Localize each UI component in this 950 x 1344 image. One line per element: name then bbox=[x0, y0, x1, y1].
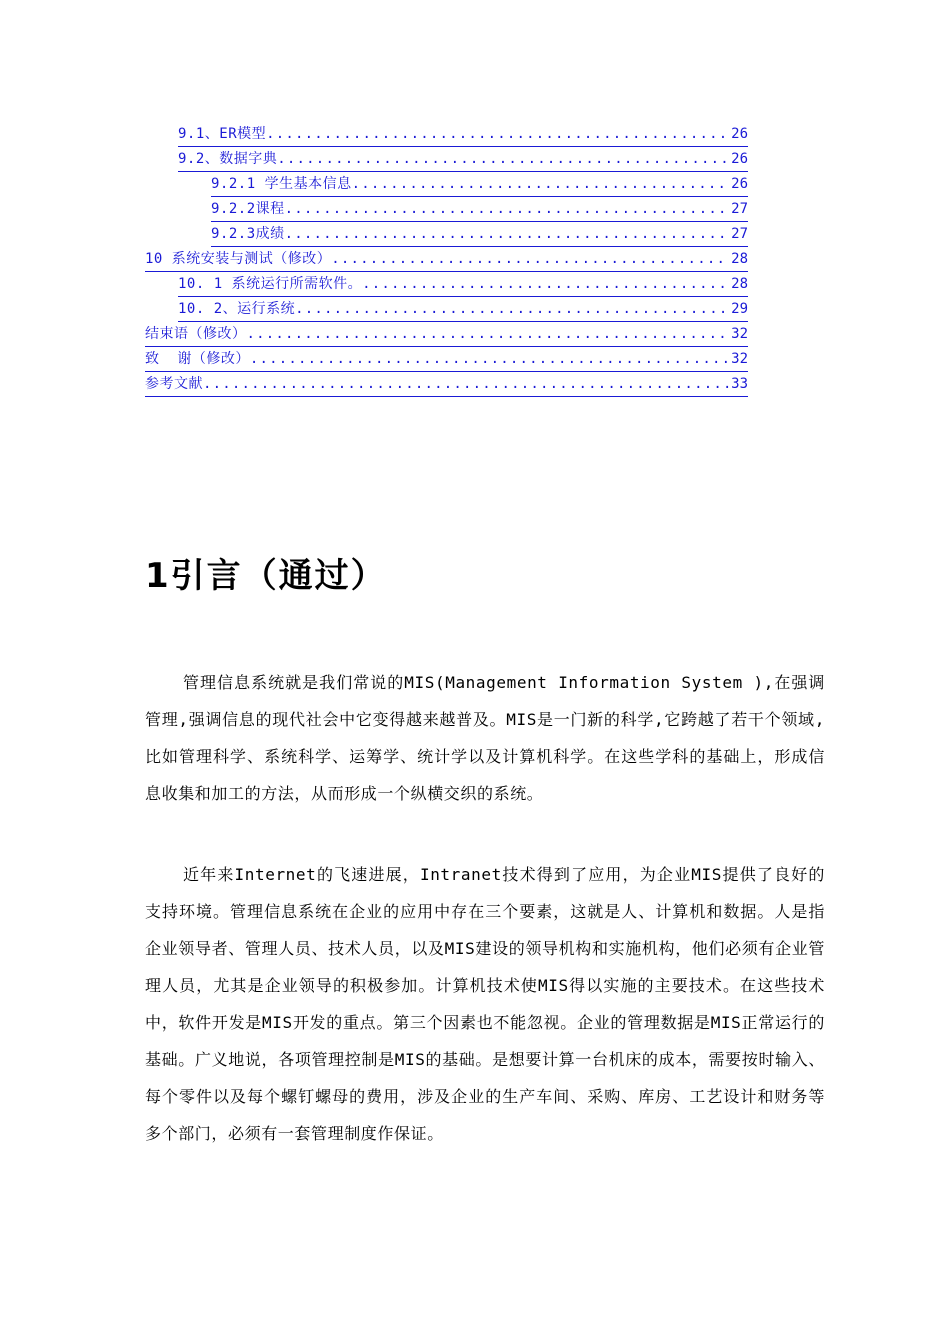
toc-entry-10-2[interactable] bbox=[178, 299, 748, 322]
toc-entry-label: 10 系统安装与测试（修改） bbox=[145, 251, 332, 267]
toc-entry-page: 26 bbox=[731, 151, 748, 167]
toc-leader-dots bbox=[203, 374, 729, 394]
toc-entry-label: 10. 1 系统运行所需软件。 bbox=[178, 276, 363, 292]
toc-leader-dots bbox=[285, 224, 729, 244]
toc-leader-dots bbox=[285, 199, 729, 219]
toc-entry-10[interactable] bbox=[145, 249, 748, 272]
toc-entry-label: 9.2.1 学生基本信息 bbox=[211, 176, 352, 192]
toc-entry-label: 10. 2、运行系统 bbox=[178, 301, 296, 317]
toc-leader-dots bbox=[362, 274, 729, 294]
toc-entry-9-2-3[interactable] bbox=[211, 224, 748, 247]
toc-entry-9-2-2[interactable] bbox=[211, 199, 748, 222]
toc-entry-page: 26 bbox=[731, 176, 748, 192]
body-paragraph: 管理信息系统就是我们常说的MIS(Management Information System ),在强调管理,强调信息的现代社会中它变得越来越普及。MIS是一门新的科学,它跨越了若干个领域,比如管理科学、系统科学、运筹学、统计学以及计算机科学。在这些学科的基础上，形成信息收集和加工的方法，从而形成一个纵横交织的系统。 bbox=[145, 673, 825, 803]
toc-entry-9-1[interactable] bbox=[178, 124, 748, 147]
toc-entry-label: 9.2、数据字典 bbox=[178, 151, 278, 167]
toc-entry-page: 33 bbox=[731, 376, 748, 392]
toc-leader-dots bbox=[331, 249, 729, 269]
toc-entry-page: 32 bbox=[731, 351, 748, 367]
toc-entry-page: 26 bbox=[731, 126, 748, 142]
toc-entry-page: 27 bbox=[731, 201, 748, 217]
toc-leader-dots bbox=[295, 299, 729, 319]
toc-entry-references[interactable] bbox=[145, 374, 748, 397]
section-heading: 1引言（通过） bbox=[145, 556, 387, 596]
toc-entry-label: 9.2.3成绩 bbox=[211, 226, 285, 242]
toc-entry-9-2[interactable] bbox=[178, 149, 748, 172]
toc-entry-page: 28 bbox=[731, 251, 748, 267]
toc-leader-dots bbox=[277, 149, 729, 169]
toc-entry-page: 32 bbox=[731, 326, 748, 342]
toc-leader-dots bbox=[247, 324, 730, 344]
toc-entry-label: 9.1、ER模型 bbox=[178, 126, 267, 142]
toc-entry-10-1[interactable] bbox=[178, 274, 748, 297]
toc-entry-label: 9.2.2课程 bbox=[211, 201, 285, 217]
toc-leader-dots bbox=[250, 349, 729, 369]
toc-entry-acknowledgements[interactable] bbox=[145, 349, 748, 372]
toc-leader-dots bbox=[352, 174, 730, 194]
toc-entry-label: 参考文献 bbox=[145, 376, 203, 392]
toc-entry-page: 27 bbox=[731, 226, 748, 242]
toc-entry-page: 29 bbox=[731, 301, 748, 317]
toc-entry-label: 结束语（修改） bbox=[145, 326, 247, 342]
toc-entry-conclusion[interactable] bbox=[145, 324, 748, 347]
toc-entry-label: 致 谢（修改） bbox=[145, 351, 250, 367]
toc-leader-dots bbox=[266, 124, 729, 144]
toc-entry-9-2-1[interactable] bbox=[211, 174, 748, 197]
toc-entry-page: 28 bbox=[731, 276, 748, 292]
body-paragraph: 近年来Internet的飞速进展，Intranet技术得到了应用，为企业MIS提供了良好的支持环境。管理信息系统在企业的应用中存在三个要素，这就是人、计算机和数据。人是指企业领导者、管理人员、技术人员，以及MIS建设的领导机构和实施机构，他们必须有企业管理人员，尤其是企业领导的积极参加。计算机技术使MIS得以实施的主要技术。在这些技术中，软件开发是MIS开发的重点。第三个因素也不能忽视。企业的管理数据是MIS正常运行的基础。广义地说，各项管理控制是MIS的基础。是想要计算一台机床的成本，需要按时输入、每个零件以及每个螺钉螺母的费用，涉及企业的生产车间、采购、库房、工艺设计和财务等多个部门，必须有一套管理制度作保证。 bbox=[145, 865, 825, 1143]
